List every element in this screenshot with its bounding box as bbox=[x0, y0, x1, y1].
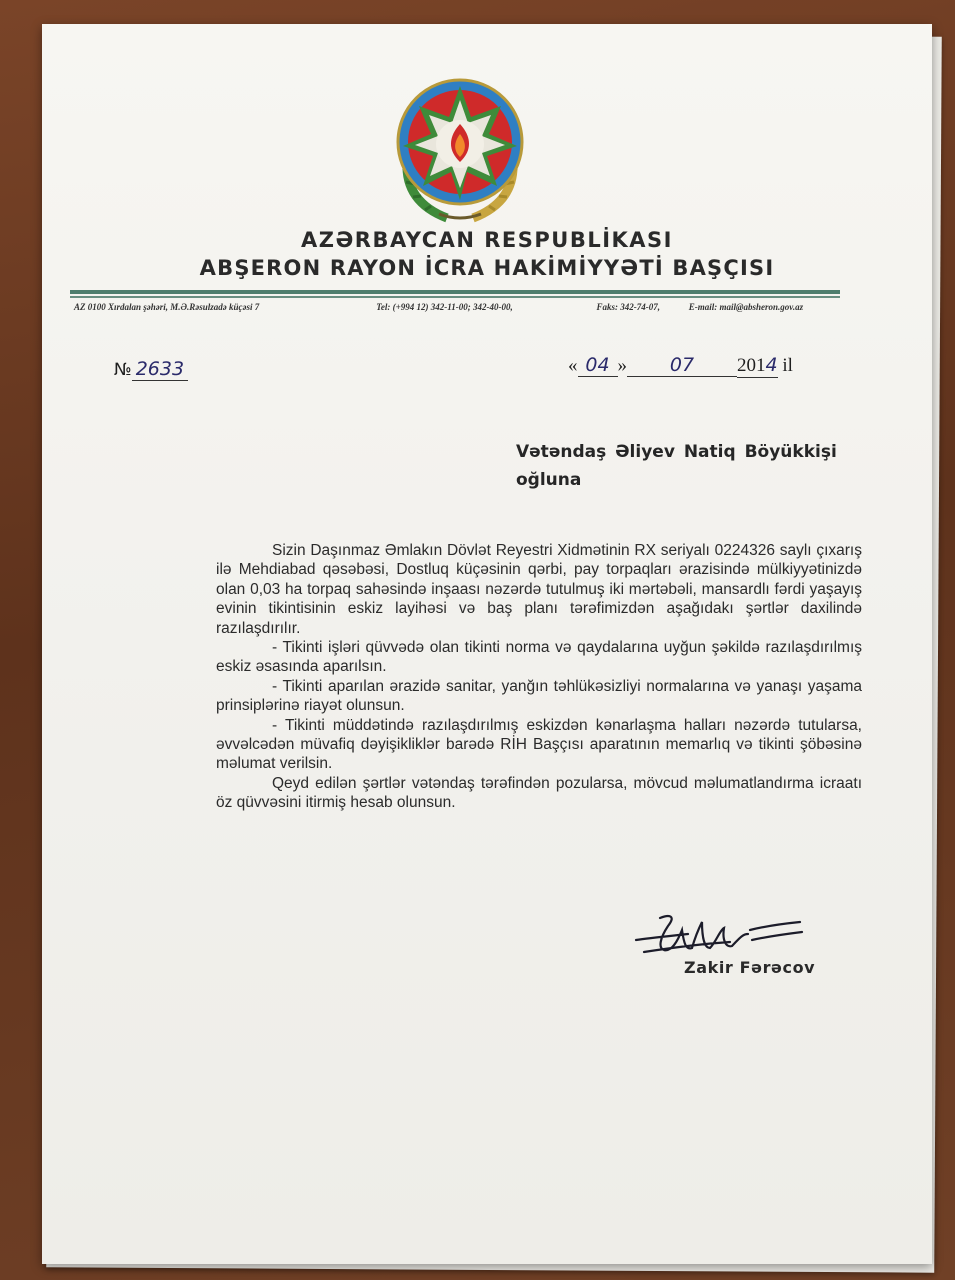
body-paragraph: - Tikinti işləri qüvvədə olan tikinti norma və qaydalarına uyğun şəkildə razılaşdırılmış eskiz əsasında aparılsın. bbox=[216, 639, 862, 676]
date-year bbox=[737, 354, 778, 378]
date-year-printed: 201 bbox=[737, 355, 766, 376]
state-emblem-icon bbox=[387, 72, 533, 224]
body-paragraph: - Tikinti müddətində razılaşdırılmış eskizdən kənarlaşma halları nəzərdə tutularsa, əvvəlcədən müvafiq dəyişikliklər barədə RİH Başçısı aparatının memarlıq və tikinti şöbəsinə məlumat verilsin. bbox=[216, 716, 862, 773]
date-day: 04 bbox=[578, 354, 618, 377]
number-label: № bbox=[114, 360, 132, 380]
addressee-block bbox=[516, 438, 866, 494]
header-authority: ABŞERON RAYON İCRA HAKİMİYYƏTİ BAŞÇISI bbox=[199, 256, 775, 280]
date-quote-open: « bbox=[568, 355, 578, 376]
date-year-suffix: il bbox=[782, 355, 793, 376]
addressee-line-1: Vətəndaş Əliyev Natiq Böyükkişi bbox=[516, 442, 837, 462]
addressee-line-2: oğluna bbox=[516, 470, 582, 490]
body-paragraph: Qeyd edilən şərtlər vətəndaş tərəfindən pozularsa, mövcud məlumatlandırma icraatı öz qüvvəsini itirmiş hesab olunsun. bbox=[216, 774, 862, 812]
letter-body bbox=[216, 541, 862, 813]
letter-sheet bbox=[42, 24, 932, 1264]
header-rule bbox=[70, 290, 840, 294]
document-number bbox=[114, 358, 188, 381]
contact-phone: Tel: (+994 12) 342-11-00; 342-40-00, bbox=[376, 302, 513, 312]
body-paragraph: - Tikinti aparılan ərazidə sanitar, yanğın təhlükəsizliyi normalarına və yanaşı yaşama prinsiplərinə riayət olunsun. bbox=[216, 677, 862, 715]
body-paragraph: Sizin Daşınmaz Əmlakın Dövlət Reyestri Xidmətinin RX seriyalı 0224326 saylı çıxarış ilə Mehdiabad qəsəbəsi, Dostluq küçəsinin qərbi, pay torpaqları ərazisində mülkiyyətinizdə olan 0,03 ha torpaq sahəsində inşaası nəzərdə tutulmuş iki mərtəbəli, mansardlı fərdi yaşayış evinin tikintisinin eskiz layihəsi və baş planı tərəfimizdən aşağıdakı şərtlər daxilində razılaşdırılır. bbox=[216, 542, 862, 637]
date-month: 07 bbox=[627, 354, 737, 377]
header-country: AZƏRBAYCAN RESPUBLİKASI bbox=[301, 228, 673, 252]
signer-name: Zakir Fərəcov bbox=[684, 958, 816, 977]
header-rule-thin bbox=[70, 296, 840, 298]
contact-address: AZ 0100 Xırdalan şəhəri, M.Ə.Rəsulzadə küçəsi 7 bbox=[74, 302, 260, 312]
contact-email: E-mail: mail@absheron.gov.az bbox=[688, 302, 804, 312]
contact-line bbox=[74, 302, 844, 312]
number-value: 2633 bbox=[132, 358, 188, 381]
document-date bbox=[568, 354, 793, 378]
date-year-handwritten: 4 bbox=[765, 354, 778, 376]
contact-fax: Faks: 342-74-07, bbox=[596, 302, 660, 312]
date-quote-close: » bbox=[617, 355, 627, 376]
